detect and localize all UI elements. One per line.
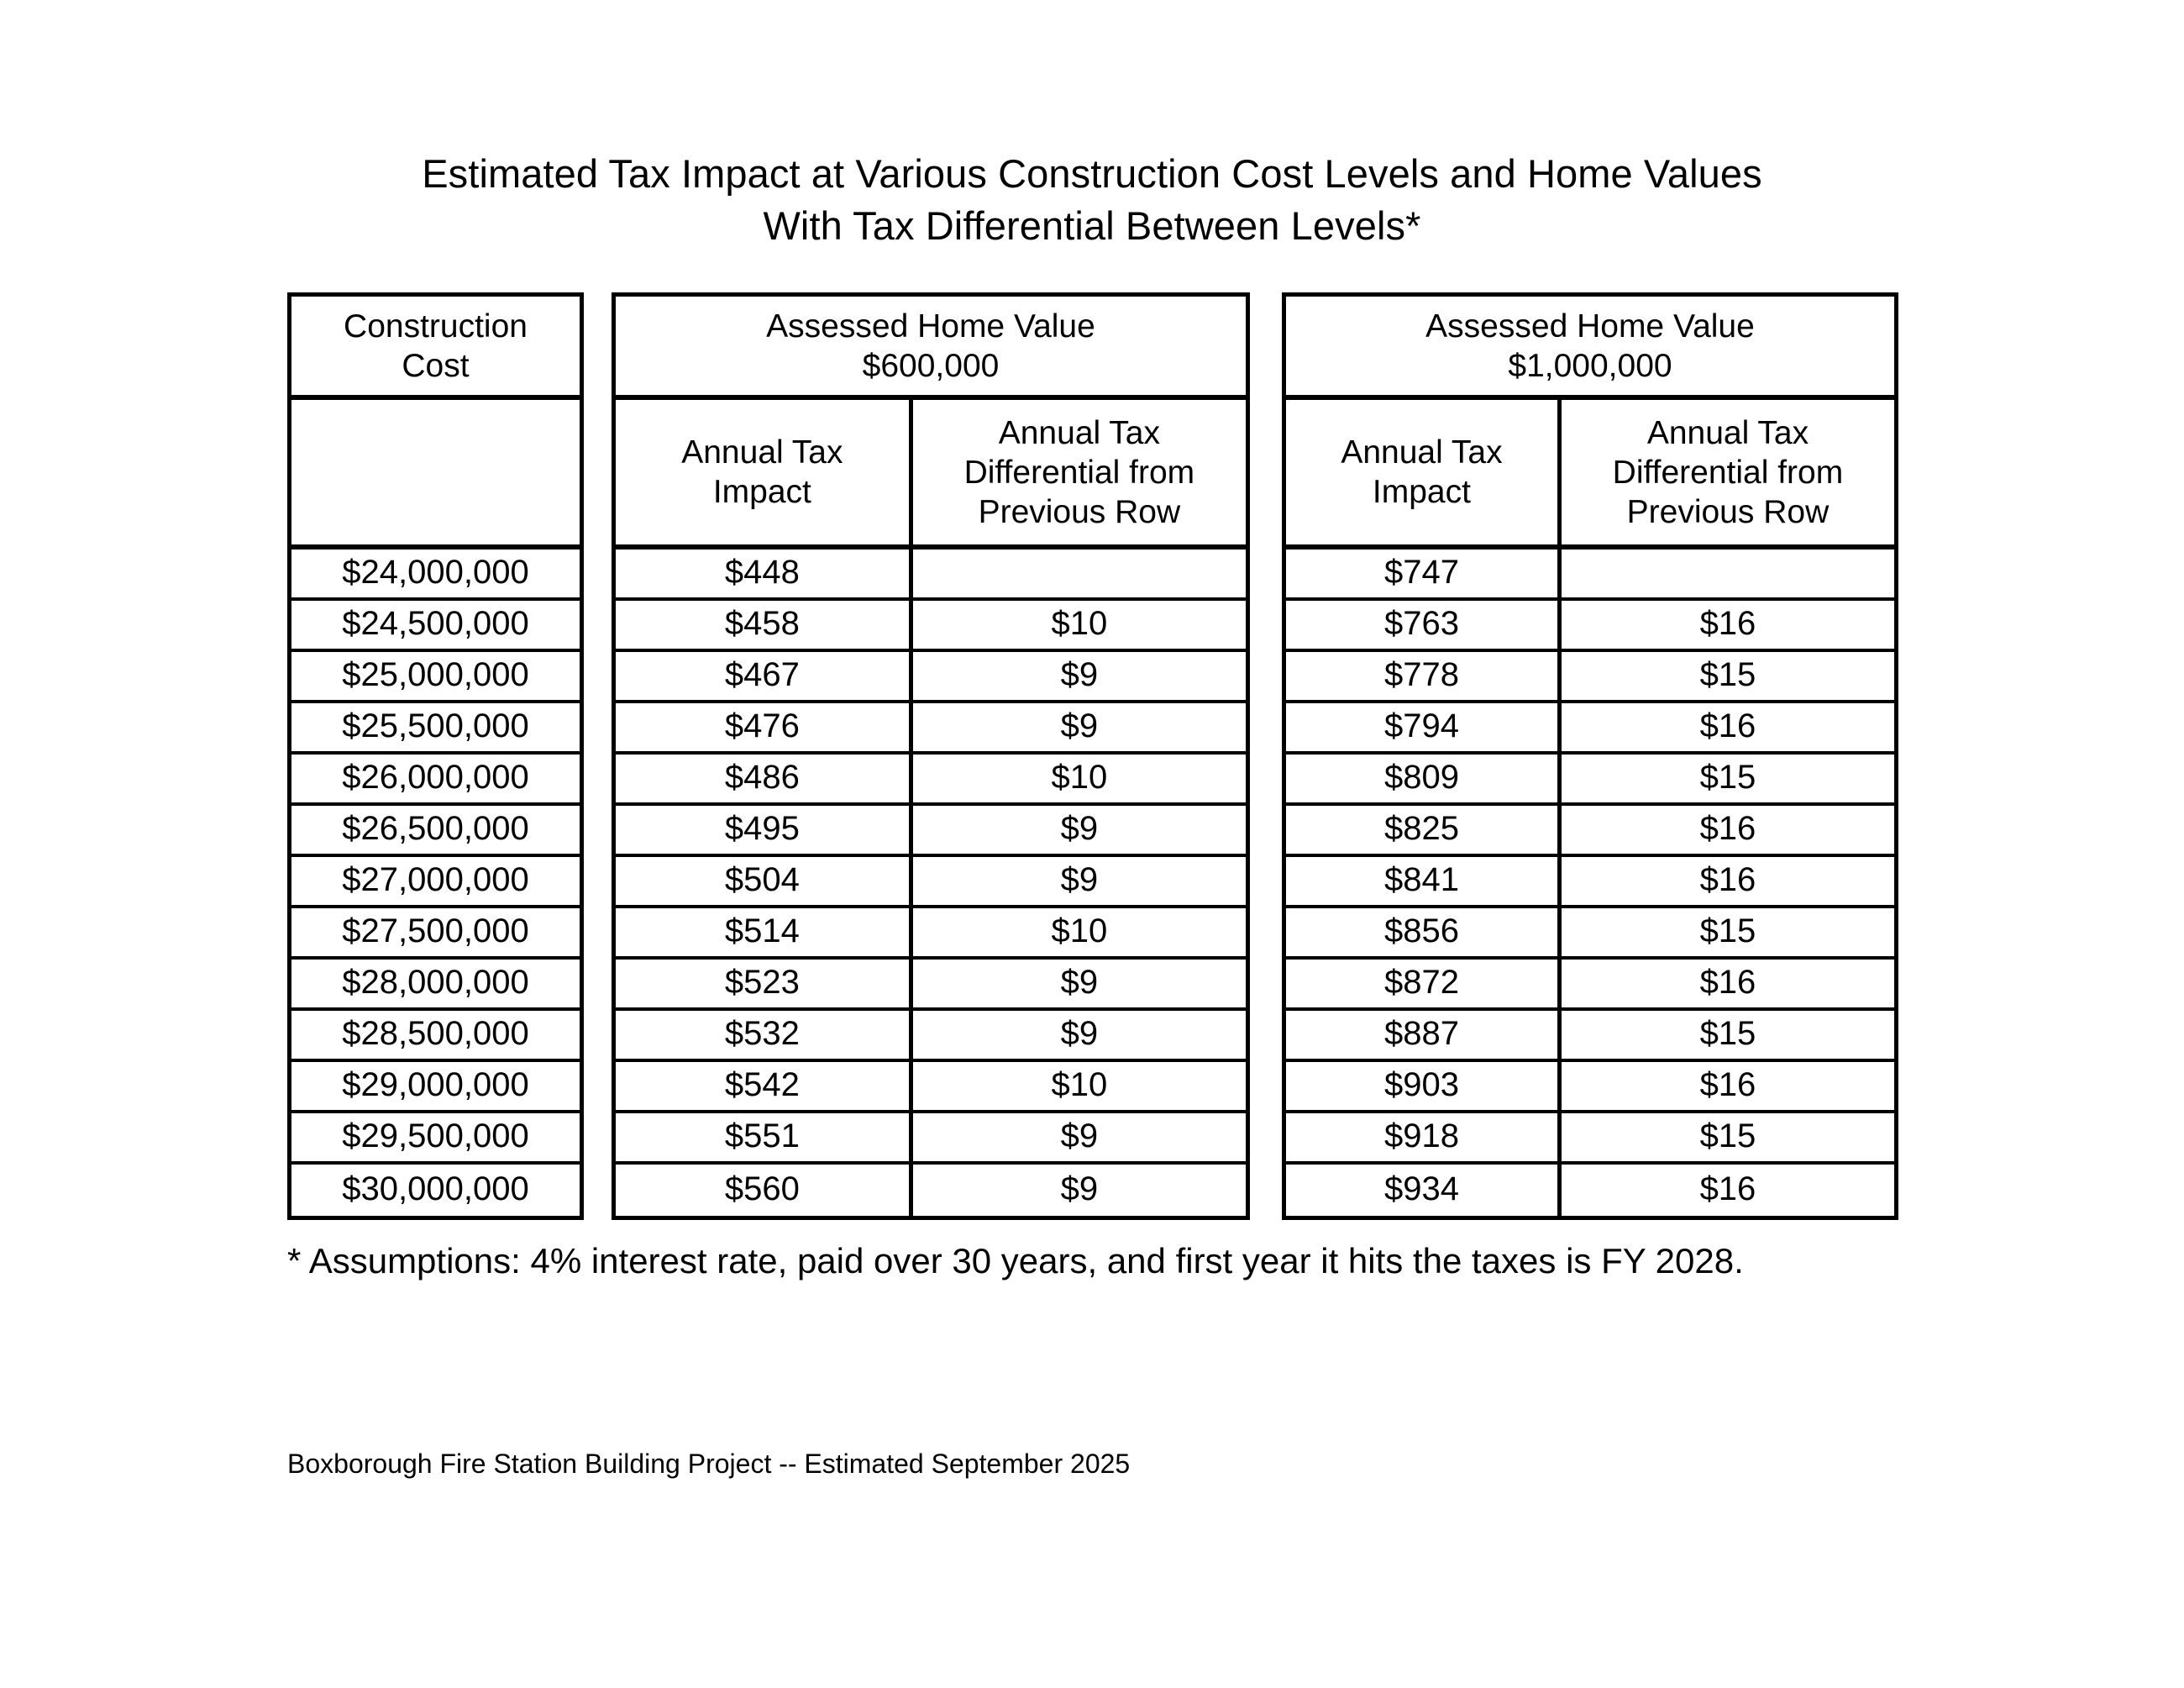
header-annual-tax-impact-1m-line-1: Annual Tax (1341, 434, 1503, 471)
annual-tax-differential-600k: $10 (909, 908, 1246, 956)
construction-cost-header (291, 297, 580, 400)
annual-tax-differential-1m: $15 (1557, 755, 1894, 802)
annual-tax-differential-1m: $16 (1557, 703, 1894, 751)
annual-tax-differential-1m: $16 (1557, 601, 1894, 649)
construction-cost-value: $27,500,000 (342, 912, 529, 949)
annual-tax-impact-1m: $778 (1383, 656, 1459, 693)
header-annual-tax-differential-600k-line-3: Previous Row (978, 493, 1181, 530)
table-row (616, 703, 1246, 755)
annual-tax-differential-600k: $9 (909, 857, 1246, 905)
table-row (291, 908, 580, 960)
annual-tax-impact-1m: $887 (1383, 1015, 1459, 1052)
annual-tax-differential-600k: $10 (909, 755, 1246, 802)
home-value-1m-header (1286, 297, 1894, 400)
annual-tax-impact-600k: $476 (724, 707, 800, 744)
assumptions-footnote: * Assumptions: 4% interest rate, paid over 30 years, and first year it hits the taxes is FY 2028. (287, 1241, 1744, 1280)
table-row (291, 806, 580, 857)
annual-tax-differential-600k: $10 (909, 601, 1246, 649)
home-value-1m-header-cell (1286, 297, 1894, 395)
table-row (291, 652, 580, 703)
tax-impact-table (287, 292, 1898, 1207)
annual-tax-differential-1m: $15 (1557, 652, 1894, 700)
table-row (616, 1062, 1246, 1113)
header-annual-tax-impact-1m-line-2: Impact (1372, 474, 1471, 510)
annual-tax-differential-1m: $15 (1557, 1011, 1894, 1059)
table-row (616, 857, 1246, 908)
page-title-line-2: With Tax Differential Between Levels* (763, 203, 1421, 248)
table-row (1286, 1062, 1894, 1113)
home-value-600k-header-line-1: Assessed Home Value (766, 308, 1095, 344)
home-value-600k-header-line-2: $600,000 (862, 347, 1000, 384)
construction-cost-value: $25,500,000 (342, 707, 529, 744)
annual-tax-impact-600k: $486 (724, 759, 800, 796)
construction-cost-subheader-spacer (291, 400, 580, 550)
construction-cost-value: $30,000,000 (342, 1170, 529, 1207)
construction-cost-value: $28,000,000 (342, 964, 529, 1001)
annual-tax-differential-600k: $10 (909, 1062, 1246, 1110)
table-row (616, 1011, 1246, 1062)
annual-tax-impact-1m: $809 (1383, 759, 1459, 796)
construction-cost-value: $29,500,000 (342, 1117, 529, 1154)
table-row (1286, 960, 1894, 1011)
table-row (616, 550, 1246, 601)
header-annual-tax-differential-1m-line-2: Differential from (1612, 454, 1844, 491)
header-annual-tax-impact-600k-line-1: Annual Tax (681, 434, 843, 471)
table-row (616, 960, 1246, 1011)
table-row (616, 1113, 1246, 1165)
annual-tax-impact-1m: $903 (1383, 1066, 1459, 1103)
construction-cost-value: $25,000,000 (342, 656, 529, 693)
table-row (291, 703, 580, 755)
header-annual-tax-differential-600k (909, 400, 1246, 544)
construction-cost-header-line-1: Construction (344, 308, 528, 344)
header-annual-tax-differential-600k-line-2: Differential from (963, 454, 1195, 491)
table-row (1286, 908, 1894, 960)
construction-cost-value: $29,000,000 (342, 1066, 529, 1103)
table-row (291, 550, 580, 601)
annual-tax-differential-1m: $15 (1557, 1113, 1894, 1161)
home-value-600k-rows (616, 550, 1246, 1216)
table-row (616, 908, 1246, 960)
table-row (291, 1062, 580, 1113)
construction-cost-value: $24,500,000 (342, 605, 529, 642)
annual-tax-differential-600k: $9 (909, 703, 1246, 751)
construction-cost-value: $27,000,000 (342, 861, 529, 898)
annual-tax-impact-600k: $560 (724, 1170, 800, 1207)
table-row (616, 806, 1246, 857)
table-row (1286, 601, 1894, 652)
header-annual-tax-differential-600k-line-1: Annual Tax (998, 414, 1160, 451)
annual-tax-differential-1m: $16 (1557, 806, 1894, 854)
annual-tax-impact-1m: $934 (1383, 1170, 1459, 1207)
home-value-600k-header (616, 297, 1246, 400)
project-caption: Boxborough Fire Station Building Project -- Estimated September 2025 (287, 1449, 1131, 1479)
home-value-1m-header-line-1: Assessed Home Value (1425, 308, 1755, 344)
table-row (1286, 550, 1894, 601)
annual-tax-differential-1m: $16 (1557, 960, 1894, 1007)
table-row (1286, 1113, 1894, 1165)
table-row (291, 601, 580, 652)
annual-tax-impact-1m: $872 (1383, 964, 1459, 1001)
annual-tax-impact-600k: $542 (724, 1066, 800, 1103)
annual-tax-impact-1m: $918 (1383, 1117, 1459, 1154)
construction-cost-header-line-2: Cost (402, 347, 470, 384)
annual-tax-differential-600k (909, 550, 1246, 597)
table-row (1286, 806, 1894, 857)
annual-tax-impact-600k: $532 (724, 1015, 800, 1052)
construction-cost-value: $26,000,000 (342, 759, 529, 796)
table-row (616, 601, 1246, 652)
table-row (1286, 1011, 1894, 1062)
annual-tax-impact-1m: $856 (1383, 912, 1459, 949)
table-row (1286, 703, 1894, 755)
header-annual-tax-differential-1m (1557, 400, 1894, 544)
annual-tax-impact-1m: $747 (1383, 554, 1459, 591)
annual-tax-impact-600k: $495 (724, 810, 800, 847)
annual-tax-impact-600k: $504 (724, 861, 800, 898)
table-row (1286, 755, 1894, 806)
table-row (1286, 1165, 1894, 1216)
annual-tax-differential-1m: $16 (1557, 1062, 1894, 1110)
annual-tax-differential-600k: $9 (909, 1165, 1246, 1216)
header-annual-tax-impact-600k (616, 400, 909, 544)
table-row (291, 755, 580, 806)
page-title-line-1: Estimated Tax Impact at Various Construction Cost Levels and Home Values (422, 151, 1762, 196)
annual-tax-differential-600k: $9 (909, 652, 1246, 700)
home-value-1m-block (1282, 292, 1898, 1220)
construction-cost-value: $24,000,000 (342, 554, 529, 591)
annual-tax-impact-600k: $514 (724, 912, 800, 949)
annual-tax-impact-1m: $794 (1383, 707, 1459, 744)
annual-tax-impact-600k: $523 (724, 964, 800, 1001)
table-row (1286, 652, 1894, 703)
table-row (1286, 857, 1894, 908)
table-row (616, 652, 1246, 703)
annual-tax-differential-600k: $9 (909, 806, 1246, 854)
annual-tax-impact-600k: $448 (724, 554, 800, 591)
construction-cost-value: $28,500,000 (342, 1015, 529, 1052)
header-annual-tax-differential-1m-line-3: Previous Row (1626, 493, 1830, 530)
header-annual-tax-impact-1m (1286, 400, 1557, 544)
header-annual-tax-differential-1m-line-1: Annual Tax (1646, 414, 1809, 451)
annual-tax-differential-600k: $9 (909, 960, 1246, 1007)
annual-tax-impact-1m: $841 (1383, 861, 1459, 898)
home-value-1m-subheader (1286, 400, 1894, 550)
table-row (616, 1165, 1246, 1216)
annual-tax-impact-1m: $825 (1383, 810, 1459, 847)
home-value-1m-rows (1286, 550, 1894, 1216)
annual-tax-impact-600k: $458 (724, 605, 800, 642)
annual-tax-differential-1m (1557, 550, 1894, 597)
home-value-600k-subheader (616, 400, 1246, 550)
annual-tax-impact-600k: $467 (724, 656, 800, 693)
annual-tax-differential-1m: $16 (1557, 1165, 1894, 1216)
annual-tax-differential-600k: $9 (909, 1011, 1246, 1059)
table-row (291, 960, 580, 1011)
annual-tax-impact-600k: $551 (724, 1117, 800, 1154)
home-value-1m-header-line-2: $1,000,000 (1508, 347, 1672, 384)
table-row (616, 755, 1246, 806)
construction-cost-value: $26,500,000 (342, 810, 529, 847)
table-row (291, 1011, 580, 1062)
header-annual-tax-impact-600k-line-2: Impact (712, 474, 811, 510)
table-row (291, 1113, 580, 1165)
annual-tax-impact-1m: $763 (1383, 605, 1459, 642)
home-value-600k-block (612, 292, 1250, 1220)
annual-tax-differential-1m: $15 (1557, 908, 1894, 956)
page-title (0, 148, 2184, 252)
table-row (291, 857, 580, 908)
home-value-600k-header-cell (616, 297, 1246, 395)
construction-cost-header-cell (291, 297, 580, 395)
construction-cost-rows (291, 550, 580, 1216)
annual-tax-differential-600k: $9 (909, 1113, 1246, 1161)
construction-cost-subheader-empty (291, 400, 580, 544)
table-row (291, 1165, 580, 1216)
annual-tax-differential-1m: $16 (1557, 857, 1894, 905)
construction-cost-block (287, 292, 584, 1220)
